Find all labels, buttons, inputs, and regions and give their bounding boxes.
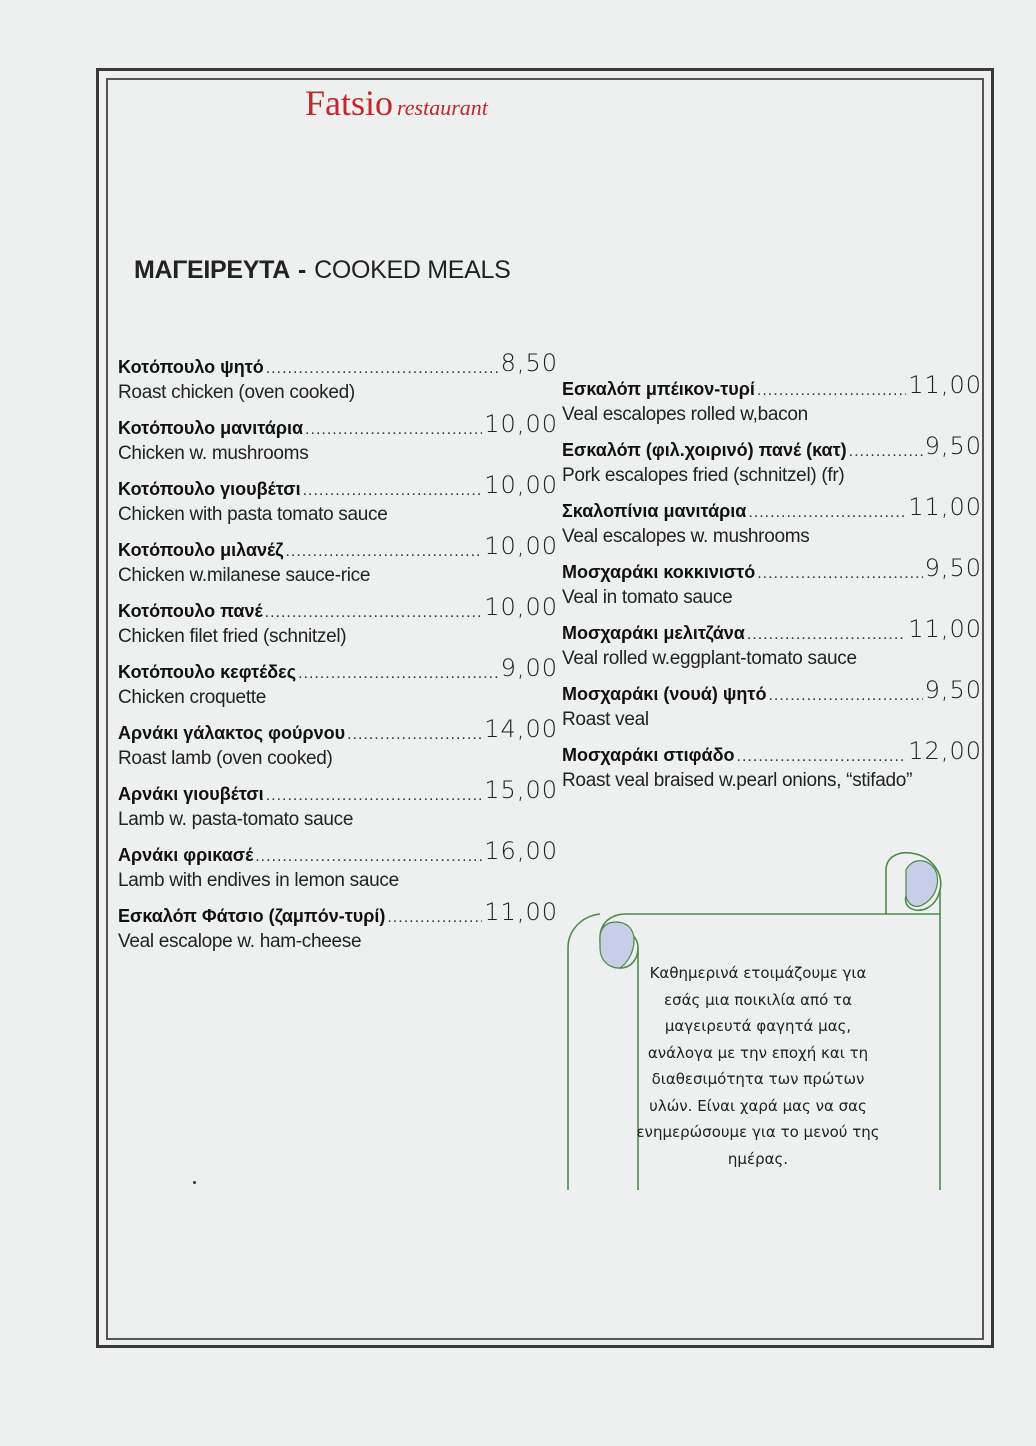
menu-item-line [562, 427, 982, 461]
note-line: Καθημερινά ετοιμάζουμε για [649, 964, 867, 982]
dish-name-greek: Εσκαλόπ Φάτσιο (ζαμπόν-τυρί) [118, 906, 386, 926]
menu-item [118, 710, 558, 771]
dish-name-english: Chicken w.milanese sauce-rice [118, 565, 371, 586]
menu-item-line [118, 893, 558, 927]
leader-dots [305, 425, 482, 435]
menu-item-line [562, 732, 982, 766]
leader-dots [737, 752, 907, 762]
dish-name-greek: Κοτόπουλο κεφτέδες [118, 662, 297, 682]
leader-dots [266, 791, 483, 801]
dish-name-english: Roast veal braised w.pearl onions, “stifado” [562, 770, 913, 791]
leader-dots [757, 569, 922, 579]
menu-item-line [118, 649, 558, 683]
menu-item [562, 427, 982, 488]
dish-name-english: Veal escalope w. ham-cheese [118, 931, 362, 952]
dish-name-greek: Κοτόπουλο γιουβέτσι [118, 479, 301, 499]
menu-item [562, 610, 982, 671]
dish-price: 9,50 [924, 554, 982, 582]
menu-item [118, 893, 558, 954]
leader-dots [748, 508, 906, 518]
menu-item [118, 344, 558, 405]
menu-item [562, 549, 982, 610]
note-line: ενημερώσουμε για το μενού της [636, 1123, 880, 1141]
menu-item-line [118, 710, 558, 744]
menu-item-line [118, 832, 558, 866]
leader-dots [285, 547, 482, 557]
leader-dots [747, 630, 906, 640]
dish-name-english: Veal rolled w.eggplant-tomato sauce [562, 648, 857, 669]
brand-subtitle: restaurant [397, 95, 488, 120]
dish-name-english: Veal escalopes w. mushrooms [562, 526, 810, 547]
dish-name-english: Chicken with pasta tomato sauce [118, 504, 388, 525]
dish-price: 11,00 [908, 371, 982, 399]
dish-name-greek: Μοσχαράκι (νουά) ψητό [562, 684, 767, 704]
dish-name-english: Lamb w. pasta-tomato sauce [118, 809, 354, 830]
dish-price: 8,50 [500, 349, 558, 377]
brand-name: Fatsio [305, 83, 394, 123]
menu-item-line [118, 527, 558, 561]
note-line: διαθεσιμότητα των πρώτων [651, 1070, 865, 1088]
dish-name-greek: Μοσχαράκι κοκκινιστό [562, 562, 756, 582]
dish-price: 14,00 [484, 715, 558, 743]
dish-name-greek: Κοτόπουλο ψητό [118, 357, 264, 377]
dish-name-english: Veal escalopes rolled w,bacon [562, 404, 808, 425]
note-line: εσάς μια ποικιλία από τα [664, 990, 852, 1009]
dish-name-greek: Αρνάκι γάλακτος φούρνου [118, 723, 346, 743]
menu-item-line [562, 366, 982, 400]
dish-name-english: Chicken croquette [118, 687, 267, 708]
daily-menu-note [630, 960, 886, 1172]
menu-item [562, 671, 982, 732]
menu-column-right [562, 366, 982, 793]
dish-name-greek: Κοτόπουλο μανιτάρια [118, 418, 304, 438]
menu-item-line [118, 466, 558, 500]
dish-name-greek: Αρνάκι γιουβέτσι [118, 784, 264, 804]
dish-price: 10,00 [484, 410, 558, 438]
menu-item [562, 366, 982, 427]
dish-price: 9,50 [924, 676, 982, 704]
note-line: υλών. Είναι χαρά μας να σας [649, 1096, 867, 1115]
dish-price: 15,00 [484, 776, 558, 804]
note-line: μαγειρευτά φαγητά μας, [664, 1017, 852, 1035]
dish-price: 10,00 [484, 532, 558, 560]
leader-dots [265, 608, 483, 618]
dish-price: 11,00 [908, 615, 982, 643]
note-line: ημέρας. [727, 1149, 789, 1168]
menu-item [118, 405, 558, 466]
menu-item [562, 488, 982, 549]
dish-name-greek: Μοσχαράκι μελιτζάνα [562, 623, 745, 643]
dish-name-english: Lamb with endives in lemon sauce [118, 870, 399, 891]
leader-dots [266, 364, 499, 374]
menu-item [118, 466, 558, 527]
menu-item-line [118, 405, 558, 439]
dish-price: 16,00 [484, 837, 558, 865]
dish-price: 9,50 [924, 432, 982, 460]
dish-name-greek: Μοσχαράκι στιφάδο [562, 745, 735, 765]
leader-dots [768, 691, 922, 701]
menu-item [118, 649, 558, 710]
leader-dots [298, 669, 498, 679]
dish-price: 10,00 [484, 471, 558, 499]
menu-item-line [118, 588, 558, 622]
leader-dots [255, 852, 482, 862]
menu-item-line [118, 771, 558, 805]
leader-dots [303, 486, 483, 496]
dish-name-english: Chicken w. mushrooms [118, 443, 309, 464]
menu-item-line [562, 610, 982, 644]
dish-name-english: Chicken filet fried (schnitzel) [118, 626, 347, 647]
menu-item-line [562, 671, 982, 705]
leader-dots [757, 386, 906, 396]
leader-dots [387, 913, 482, 923]
dish-name-greek: Κοτόπουλο πανέ [118, 601, 263, 621]
dish-price: 11,00 [484, 898, 558, 926]
menu-item [118, 832, 558, 893]
restaurant-logo [305, 82, 488, 124]
heading-greek: ΜΑΓΕΙΡΕΥΤΑ [134, 256, 291, 284]
menu-item-line [118, 344, 558, 378]
dish-name-english: Roast lamb (oven cooked) [118, 748, 333, 769]
menu-column-left [118, 344, 558, 954]
dish-name-greek: Αρνάκι φρικασέ [118, 845, 254, 865]
leader-dots [849, 447, 923, 457]
menu-item-line [562, 488, 982, 522]
dish-name-english: Roast veal [562, 709, 649, 730]
note-line: ανάλογα με την εποχή και τη [647, 1043, 869, 1062]
dish-name-greek: Εσκαλόπ μπέικον-τυρί [562, 379, 755, 399]
menu-item [118, 588, 558, 649]
paper-speck [193, 1181, 196, 1184]
dish-name-english: Veal in tomato sauce [562, 587, 733, 608]
dish-price: 11,00 [908, 493, 982, 521]
leader-dots [347, 730, 482, 740]
heading-english: COOKED MEALS [314, 256, 511, 284]
menu-item [562, 732, 982, 793]
dish-name-greek: Κοτόπουλο μιλανέζ [118, 540, 284, 560]
menu-item [118, 771, 558, 832]
section-heading [134, 256, 511, 285]
menu-item-line [562, 549, 982, 583]
dish-name-greek: Σκαλοπίνια μανιτάρια [562, 501, 747, 521]
dish-name-english: Roast chicken (oven cooked) [118, 382, 355, 403]
heading-separator: - [298, 256, 307, 284]
dish-price: 10,00 [484, 593, 558, 621]
dish-name-english: Pork escalopes fried (schnitzel) (fr) [562, 465, 845, 486]
dish-price: 12,00 [908, 737, 982, 765]
menu-item [118, 527, 558, 588]
dish-price: 9,00 [500, 654, 558, 682]
dish-name-greek: Εσκαλόπ (φιλ.χοιρινό) πανέ (κατ) [562, 440, 847, 460]
